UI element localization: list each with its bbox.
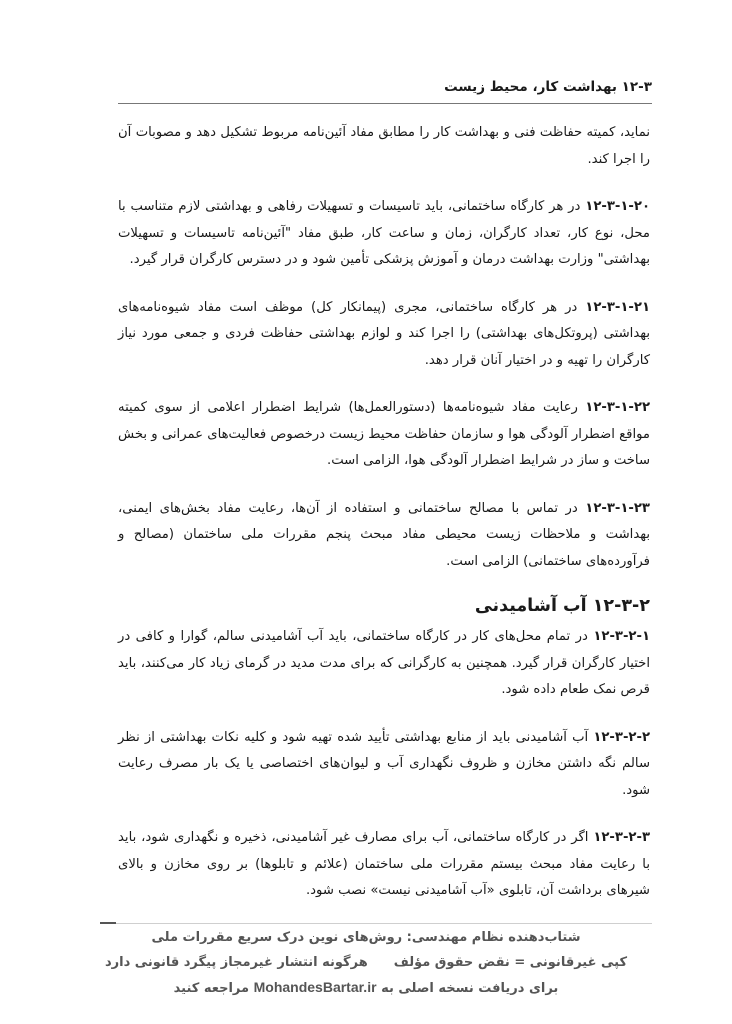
clause-12-3-2-3 [118,825,650,905]
watermark-notice [70,925,662,1001]
clause-number: ۱۲-۳-۱-۲۰ [585,199,650,214]
clause-12-3-2-2 [118,725,650,805]
watermark-suffix: مراجعه کنید [173,981,250,996]
clause-text: در هر کارگاه ساختمانی، مجری (پیمانکار کل) موظف است مفاد شیوه‌نامه‌های بهداشتی (پروتکل‌های بهداشتی) را اجرا کند و لوازم بهداشتی حفاظت فردی و جمعی مورد نیاز کارگران را تهیه و در اختیار آنان قرار دهد. [118,299,650,368]
clause-number: ۱۲-۳-۲-۳ [593,830,650,845]
watermark-prefix: برای دریافت نسخه اصلی به [381,981,559,996]
clause-12-3-1-22 [118,395,650,475]
clause-text: در تمام محل‌های کار در کارگاه ساختمانی، باید آب آشامیدنی سالم، گوارا و کافی در اختیار کارگران قرار گیرد. همچنین به کارگرانی که برای مدت مدید در گرمای زیاد کار می‌کنند، باید قرص نمک طعام داده شود. [118,629,650,697]
watermark-site-link[interactable]: MohandesBartar.ir [253,979,377,995]
clause-text: در تماس با مصالح ساختمانی و استفاده از آن‌ها، رعایت مفاد بخش‌های ایمنی، بهداشت و ملاحظات زیست محیطی مفاد مبحث پنجم مقررات ملی ساختمان (مصالح و فرآورده‌های ساختمانی) الزامی است. [118,500,650,569]
clause-number: ۱۲-۳-۱-۲۱ [585,299,650,315]
clause-text: در هر کارگاه ساختمانی، باید تاسیسات و تسهیلات رفاهی و بهداشتی لازم متناسب با محل، نوع کار، تعداد کارگران، زمان و ساعت کار، طبق مفاد "آئین‌نامه تاسیسات و تسهیلات بهداشتی" وزارت بهداشت درمان و آموزش پزشکی تأمین شود و در دسترس کارگران قرار گیرد. [118,199,650,267]
clause-number: ۱۲-۳-۲-۱ [593,629,651,644]
clause-12-3-1-23 [118,496,650,576]
watermark-line-3 [70,975,662,1001]
section-heading-drinking-water: ۱۲-۳-۲ آب آشامیدنی [474,596,650,616]
page-body [118,120,650,926]
running-header: ۱۲-۳ بهداشت کار، محیط زیست [444,79,652,95]
watermark-line-1: شتاب‌دهنده نظام مهندسی: روش‌های نوین درک سریع مقررات ملی [151,930,581,945]
footer-divider-mark [100,922,116,924]
clause-text: آب آشامیدنی باید از منابع بهداشتی تأیید شده تهیه شود و کلیه نکات بهداشتی از نظر سالم نگه داشتن مخازن و ظروف نگهداری آب و لیوان‌های اختصاصی یا یک بار مصرف رعایت شود. [118,729,650,798]
clause-number: ۱۲-۳-۱-۲۳ [585,500,650,516]
clause-text: رعایت مفاد شیوه‌نامه‌ها (دستورالعمل‌ها) شرایط اضطرار اعلامی از سوی کمیته مواقع اضطرار آلودگی هوا و سازمان حفاظت محیط زیست درخصوص فعالیت‌های عمرانی و بخش ساخت و ساز در شرایط اضطرار آلودگی هوا، الزامی است. [118,400,650,468]
clause-12-3-2-1 [118,624,650,704]
clause-12-3-1-20 [118,194,650,274]
paragraph-continuation [118,120,650,173]
clause-12-3-1-21 [118,295,650,375]
paragraph-text: نماید، کمیته حفاظت فنی و بهداشت کار را مطابق مفاد آئین‌نامه مربوط تشکیل دهد و مصوبات آن را اجرا کند. [118,125,650,167]
watermark-copyright-notice: کپی غیرقانونی = نقض حقوق مؤلف [393,955,628,970]
watermark-line-2 [70,950,662,975]
clause-number: ۱۲-۳-۲-۲ [593,729,650,745]
header-divider [118,103,652,104]
clause-number: ۱۲-۳-۱-۲۲ [585,400,650,415]
watermark-legal-notice: هرگونه انتشار غیرمجاز پیگرد قانونی دارد [104,955,368,970]
footer-divider [100,923,652,924]
clause-text: اگر در کارگاه ساختمانی، آب برای مصارف غیر آشامیدنی، ذخیره و نگهداری شود، باید با رعایت مفاد مبحث بیستم مقررات ملی ساختمان (علائم و تابلوها) بر روی مخازن و بالای شیرهای برداشت آن، تابلوی «آب آشامیدنی نیست» نصب شود. [118,830,650,898]
